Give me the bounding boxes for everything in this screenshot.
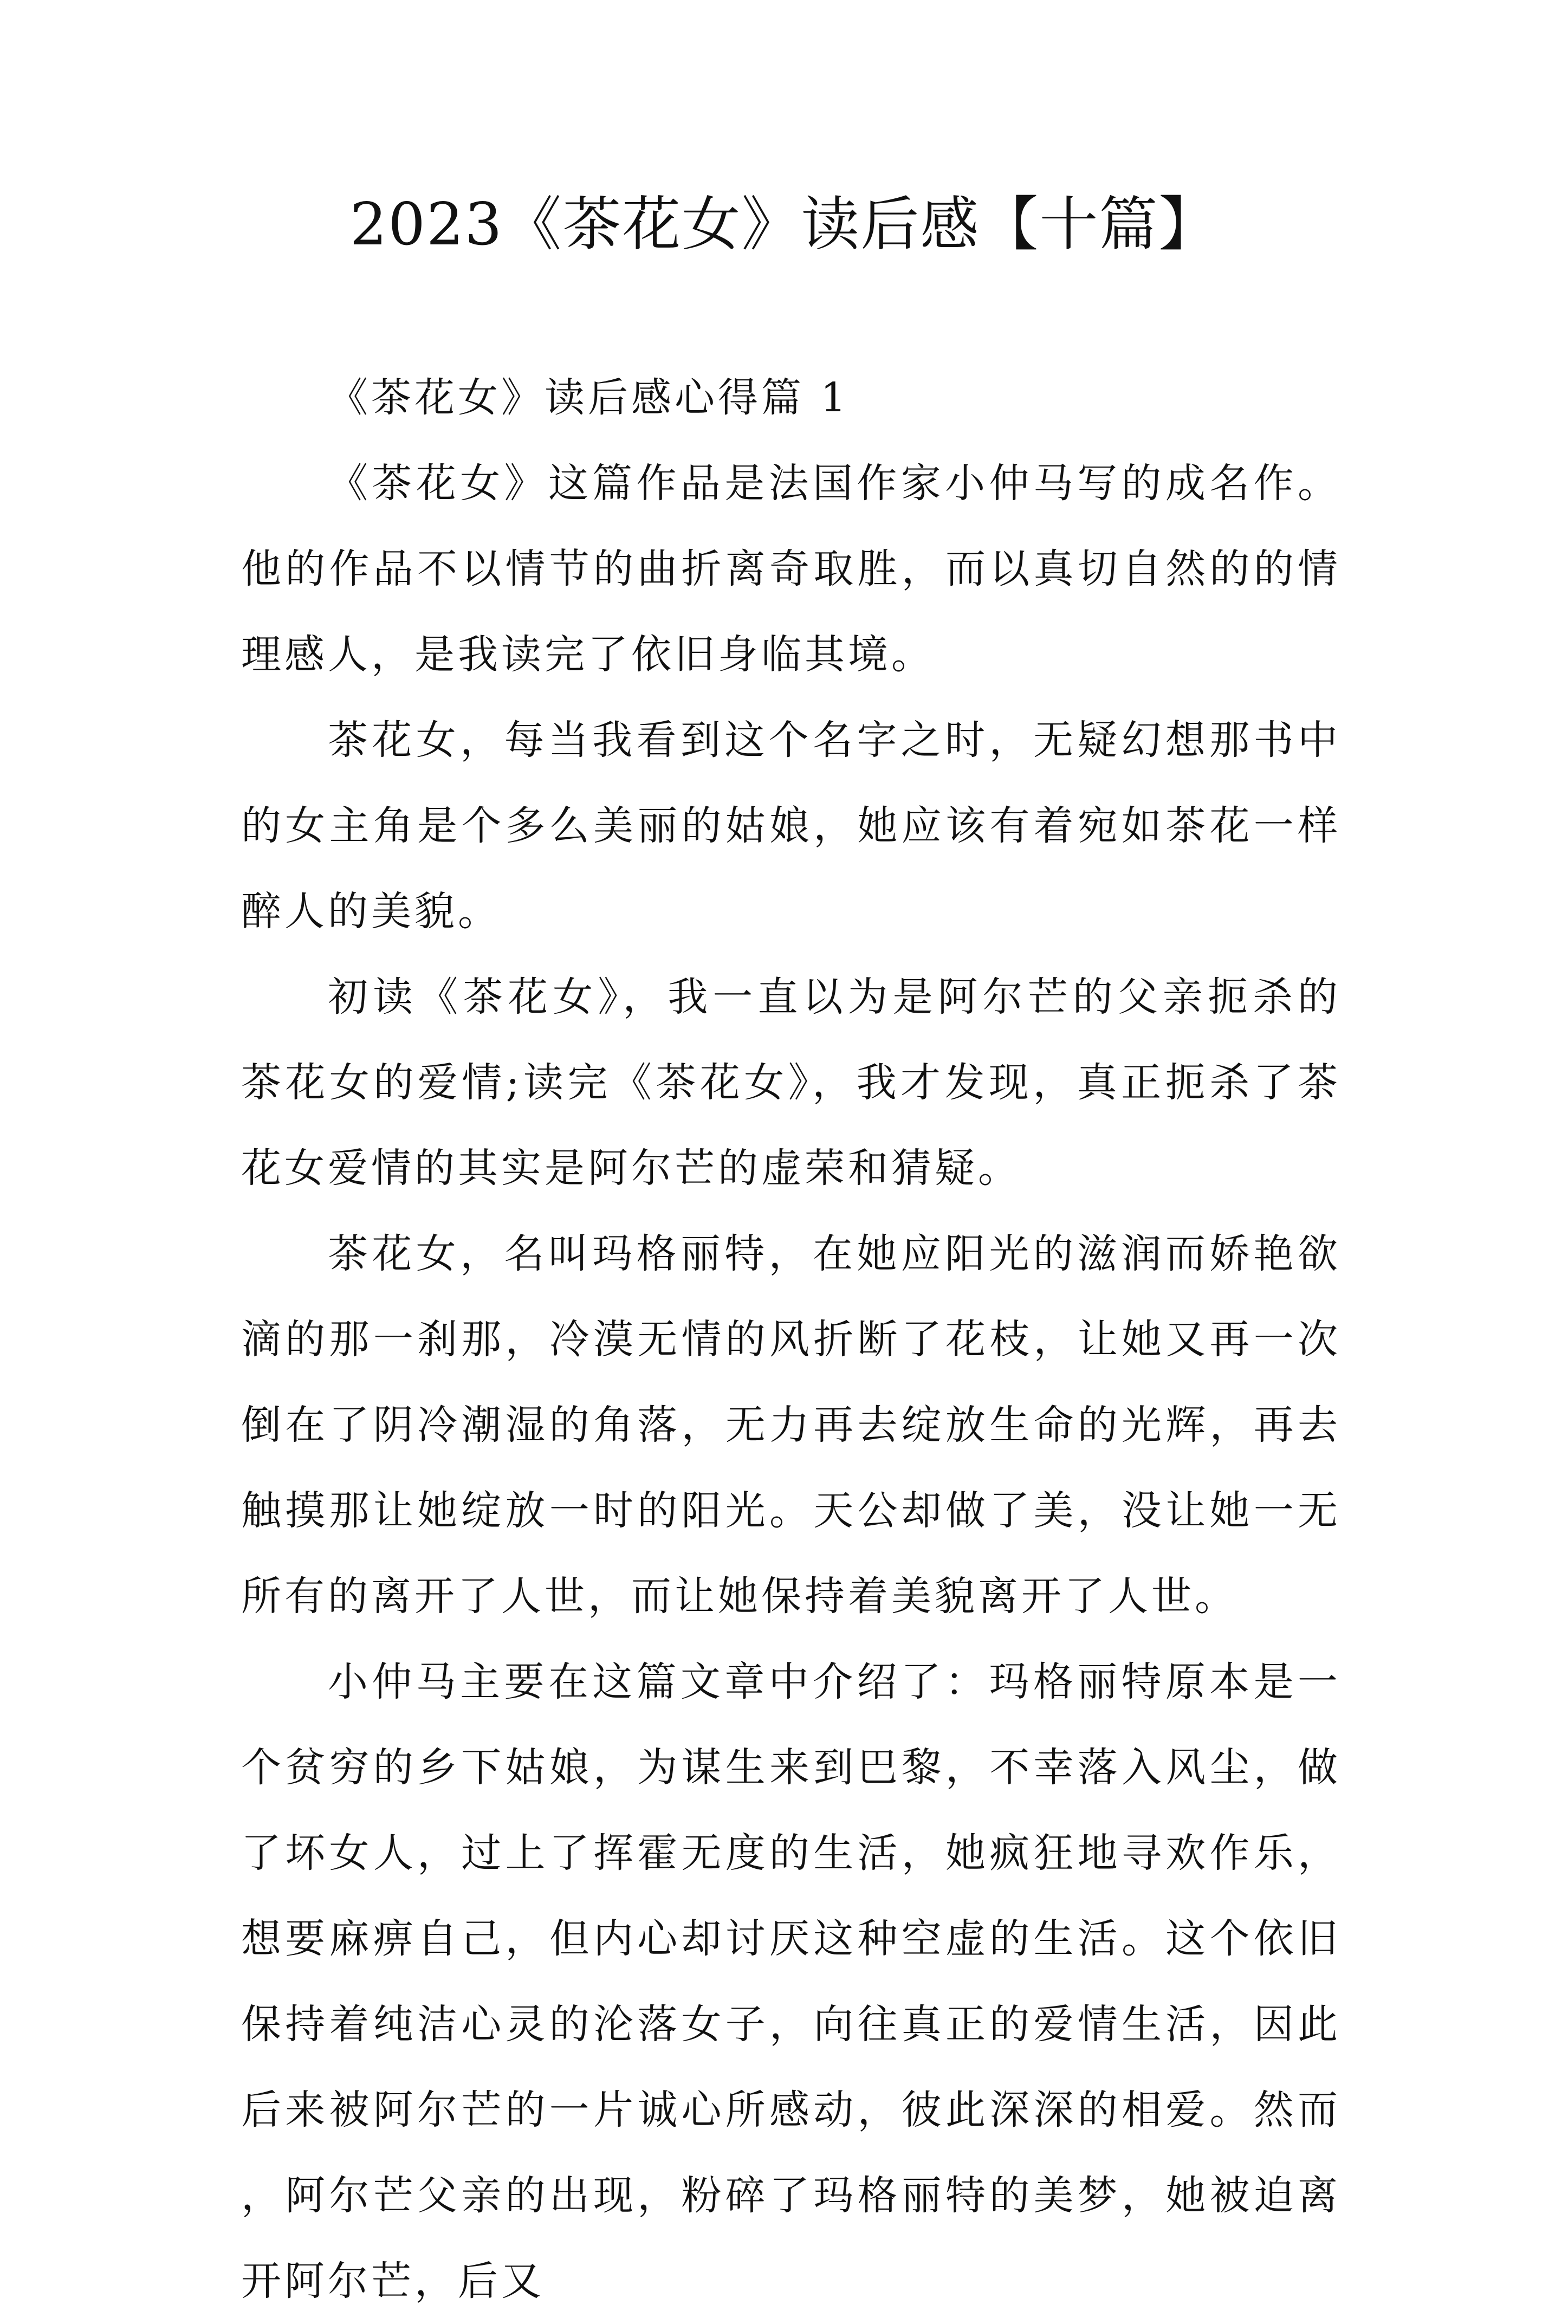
section-heading: 《茶花女》读后感心得篇 1 <box>328 374 850 421</box>
paragraph: 茶花女，名叫玛格丽特，在她应阳光的滋润而娇艳欲滴的那一刹那，冷漠无情的风折断了花枝，让她又再一次倒在了阴冷潮湿的角落，无力再去绽放生命的光辉，再去触摸那让她绽放一时的阳光。天公却做了美，没让她一无所有的离开了人世，而让她保持着美貌离开了人世。 <box>241 1231 1341 1620</box>
paragraph: 《茶花女》这篇作品是法国作家小仲马写的成名作。他的作品不以情节的曲折离奇取胜，而以真切自然的的情理感人，是我读完了依旧身临其境。 <box>241 460 1341 678</box>
document-body <box>241 355 1341 2324</box>
document-title: 2023《茶花女》读后感【十篇】 <box>349 191 1219 258</box>
paragraph: 茶花女，每当我看到这个名字之时，无疑幻想那书中的女主角是个多么美丽的姑娘，她应该有着宛如茶花一样醉人的美貌。 <box>241 717 1341 935</box>
paragraph: 小仲马主要在这篇文章中介绍了：玛格丽特原本是一个贫穷的乡下姑娘，为谋生来到巴黎，不幸落入风尘，做了坏女人，过上了挥霍无度的生活，她疯狂地寻欢作乐，想要麻痹自己，但内心却讨厌这种空虚的生活。这个依旧保持着纯洁心灵的沦落女子，向往真正的爱情生活，因此后来被阿尔芒的一片诚心所感动，彼此深深的相爱。然而，阿尔芒父亲的出现，粉碎了玛格丽特的美梦，她被迫离开阿尔芒，后又 <box>241 1659 1341 2304</box>
paragraph: 初读《茶花女》，我一直以为是阿尔芒的父亲扼杀的茶花女的爱情;读完《茶花女》，我才发现，真正扼杀了茶花女爱情的其实是阿尔芒的虚荣和猜疑。 <box>241 974 1341 1192</box>
